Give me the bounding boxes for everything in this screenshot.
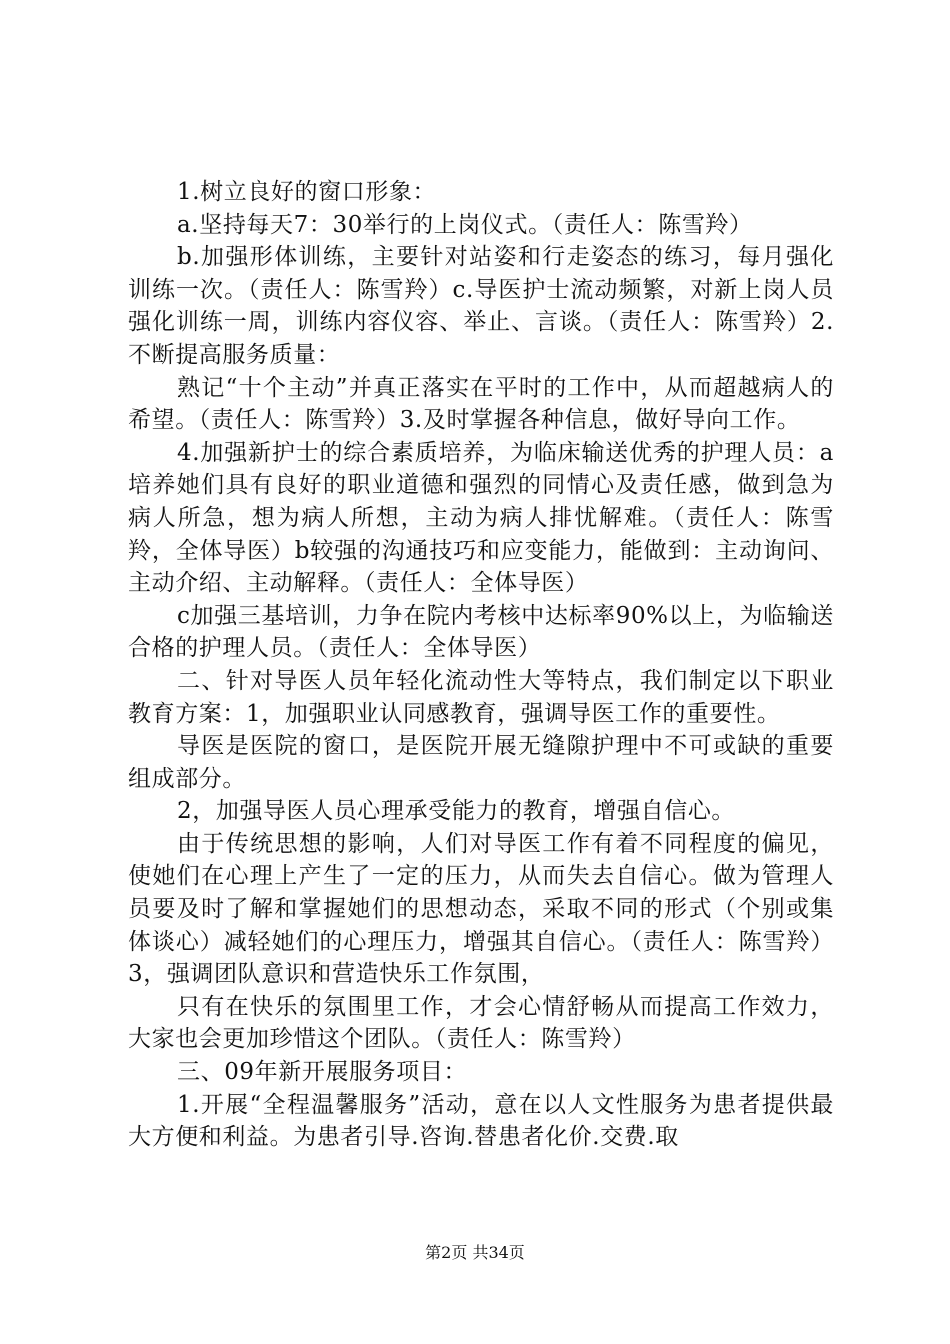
paragraph: 导医是医院的窗口，是医院开展无缝隙护理中不可或缺的重要组成部分。: [128, 733, 834, 792]
paragraph: 三、09年新开展服务项目：: [177, 1059, 468, 1086]
paragraph: 1.树立良好的窗口形象：: [177, 179, 437, 205]
page-number-footer: 第2页 共34页: [425, 1243, 525, 1262]
paragraph: 熟记“十个主动”并真正落实在平时的工作中，从而超越病人的希望。（责任人：陈雪羚）3.及时掌握各种信息，做好导向工作。: [128, 374, 834, 434]
paragraph: a.坚持每天7：30举行的上岗仪式。（责任人：陈雪羚）: [177, 211, 753, 238]
paragraph: 4.加强新护士的综合素质培养，为临床输送优秀的护理人员：a培养她们具有良好的职业道德和强烈的同情心及责任感，做到急为病人所急，想为病人所想，主动为病人排忧解难。（责任人：陈雪羚，全体导医）b较强的沟通技巧和应变能力，能做到：主动询问、主动介绍、主动解释。（责任人：全体导医）: [128, 439, 834, 597]
paragraph: 由于传统思想的影响，人们对导医工作有着不同程度的偏见，使她们在心理上产生了一定的压力，从而失去自信心。做为管理人员要及时了解和掌握她们的思想动态，采取不同的形式（个别或集体谈心）减轻她们的心理压力，增强其自信心。（责任人：陈雪羚）3，强调团队意识和营造快乐工作氛围，: [128, 830, 834, 988]
paragraph: 二、针对导医人员年轻化流动性大等特点，我们制定以下职业教育方案：1，加强职业认同感教育，强调导医工作的重要性。: [128, 667, 834, 727]
paragraph: c加强三基培训，力争在院内考核中达标率90%以上，为临输送合格的护理人员。（责任人：全体导医）: [128, 602, 834, 662]
paragraph: 只有在快乐的氛围里工作，才会心情舒畅从而提高工作效力，大家也会更加珍惜这个团队。（责任人：陈雪羚）: [128, 993, 834, 1053]
document-body: [128, 176, 834, 1154]
paragraph: 1.开展“全程温馨服务”活动，意在以人文性服务为患者提供最大方便和利益。为患者引导.咨询.替患者化价.交费.取: [128, 1091, 834, 1151]
paragraph: b.加强形体训练，主要针对站姿和行走姿态的练习，每月强化训练一次。（责任人：陈雪羚）c.导医护士流动频繁，对新上岗人员强化训练一周，训练内容仪容、举止、言谈。（责任人：陈雪羚）2.不断提高服务质量：: [128, 244, 834, 368]
paragraph: 2，加强导医人员心理承受能力的教育，增强自信心。: [177, 798, 736, 825]
